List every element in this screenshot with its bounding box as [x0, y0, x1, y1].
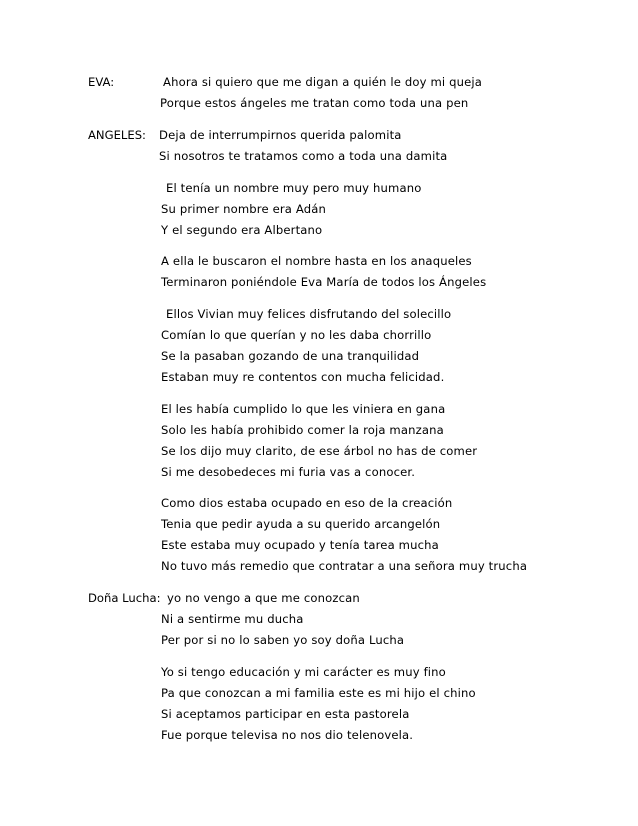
verse-line: Terminaron poniéndole Eva María de todos los Ángeles — [161, 275, 487, 289]
verse-line: Si me desobedeces mi furia vas a conocer. — [161, 465, 416, 479]
verse-line: El tenía un nombre muy pero muy humano — [166, 181, 422, 195]
verse-line: Este estaba muy ocupado y tenía tarea mucha — [161, 538, 439, 552]
verse-line: Yo si tengo educación y mi carácter es muy fino — [161, 665, 446, 679]
verse-line: Ahora si quiero que me digan a quién le doy mi queja — [163, 75, 483, 89]
verse-line: Como dios estaba ocupado en eso de la creación — [161, 496, 453, 510]
verse-line: Per por si no lo saben yo soy doña Lucha — [161, 633, 405, 647]
verse-line: Porque estos ángeles me tratan como toda una pen — [160, 96, 469, 110]
verse-line: Tenia que pedir ayuda a su querido arcangelón — [161, 517, 441, 531]
speaker-eva: EVA: — [88, 75, 115, 89]
verse-line: Fue porque televisa no nos dio telenovela. — [161, 728, 414, 742]
verse-line: Ellos Vivian muy felices disfrutando del solecillo — [166, 307, 452, 321]
verse-line: El les había cumplido lo que les viniera en gana — [161, 402, 446, 416]
verse-line: Comían lo que querían y no les daba chorrillo — [161, 328, 432, 342]
verse-line: No tuvo más remedio que contratar a una señora muy trucha — [161, 559, 528, 573]
verse-line: Su primer nombre era Adán — [161, 202, 327, 216]
verse-line: Y el segundo era Albertano — [161, 223, 323, 237]
verse-line: Si nosotros te tratamos como a toda una damita — [159, 149, 448, 163]
verse-line: Se los dijo muy clarito, de ese árbol no has de comer — [161, 444, 478, 458]
verse-line: Si aceptamos participar en esta pastorela — [161, 707, 410, 721]
verse-line: A ella le buscaron el nombre hasta en los anaqueles — [161, 254, 472, 268]
verse-line: Se la pasaban gozando de una tranquilidad — [161, 349, 420, 363]
verse-line: Solo les había prohibido comer la roja manzana — [161, 423, 444, 437]
verse-line: Ni a sentirme mu ducha — [161, 612, 304, 626]
verse-line: Pa que conozcan a mi familia este es mi hijo el chino — [161, 686, 476, 700]
verse-line: Deja de interrumpirnos querida palomita — [159, 128, 402, 142]
verse-line: Estaban muy re contentos con mucha felicidad. — [161, 370, 445, 384]
speaker-dona-lucha: Doña Lucha: — [88, 591, 161, 605]
verse-line: yo no vengo a que me conozcan — [167, 591, 360, 605]
speaker-angeles: ANGELES: — [88, 128, 146, 142]
